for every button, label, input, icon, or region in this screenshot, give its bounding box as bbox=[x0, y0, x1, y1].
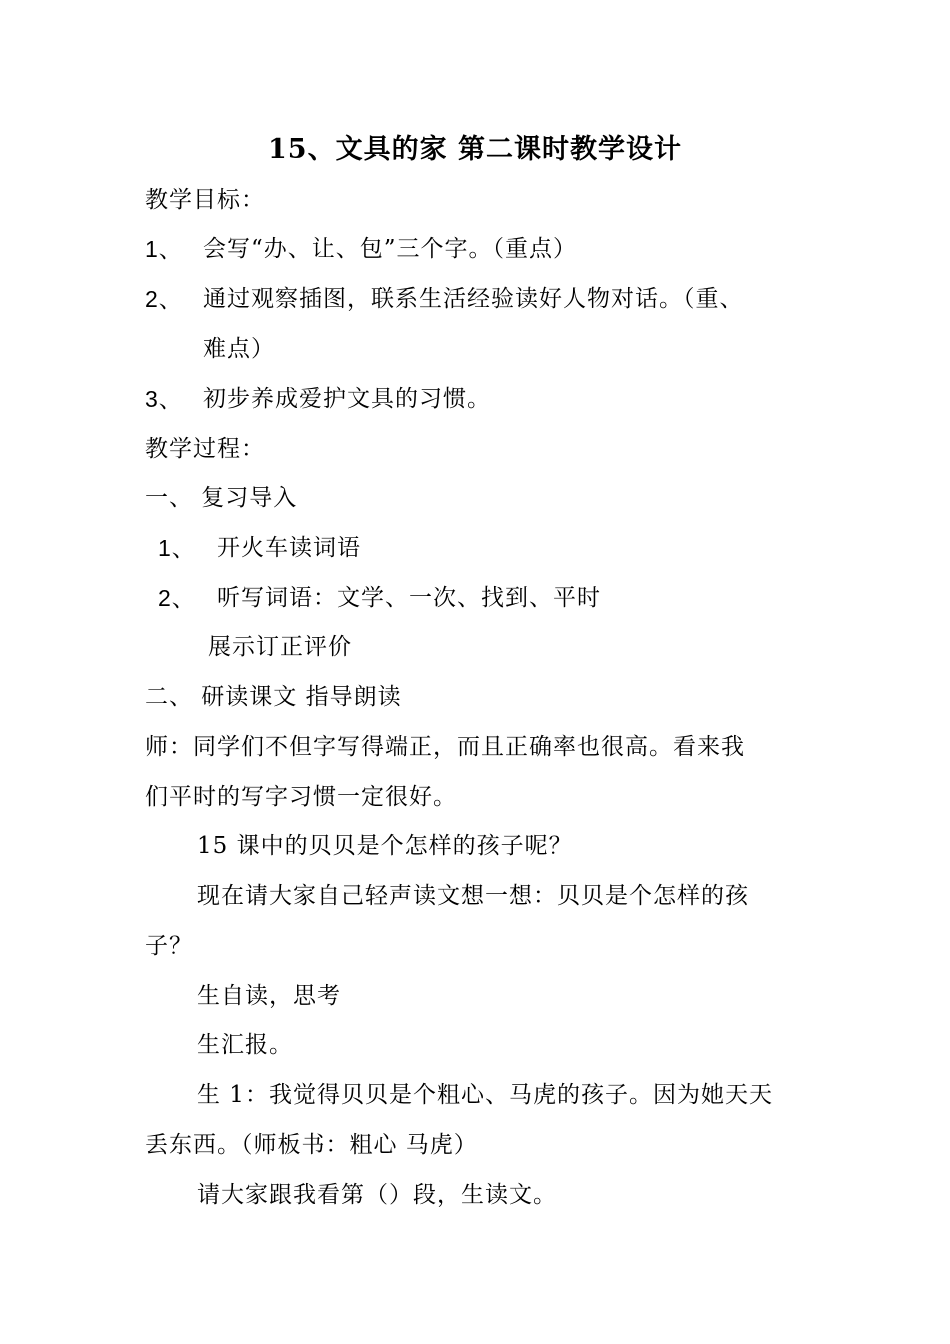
paragraph-line: 丢东西。（师板书：粗心 马虎） bbox=[145, 1132, 478, 1158]
document-title: 15、文具的家 第二课时教学设计 bbox=[268, 134, 682, 165]
paragraph-line: 生汇报。 bbox=[197, 1032, 293, 1058]
objective-2-continuation: 难点） bbox=[203, 336, 275, 362]
section-1-item-1-text: 开火车读词语 bbox=[217, 535, 361, 561]
paragraph-line: 师：同学们不但字写得端正，而且正确率也很高。看来我 bbox=[145, 734, 745, 760]
section-1-item-2-continuation: 展示订正评价 bbox=[208, 634, 352, 660]
objective-1-text: 会写“办、让、包”三个字。（重点） bbox=[203, 236, 578, 262]
paragraph-line: 现在请大家自己轻声读文想一想：贝贝是个怎样的孩 bbox=[197, 883, 749, 909]
section-2-heading: 二、 研读课文 指导朗读 bbox=[145, 684, 402, 710]
paragraph-line: 生自读，思考 bbox=[197, 983, 341, 1009]
paragraph-line: 15 课中的贝贝是个怎样的孩子呢？ bbox=[197, 833, 573, 859]
section-1-item-1-number: 1、 bbox=[158, 535, 196, 561]
paragraph-line: 子？ bbox=[145, 933, 193, 959]
objective-3-text: 初步养成爱护文具的习惯。 bbox=[203, 386, 491, 412]
objective-2-number: 2、 bbox=[145, 286, 183, 312]
objective-2-text: 通过观察插图，联系生活经验读好人物对话。（重、 bbox=[203, 286, 744, 312]
paragraph-line: 请大家跟我看第（）段，生读文。 bbox=[197, 1182, 557, 1208]
section-1-heading: 一、 复习导入 bbox=[145, 485, 298, 511]
process-heading: 教学过程： bbox=[145, 436, 265, 462]
paragraph-line: 生 1：我觉得贝贝是个粗心、马虎的孩子。因为她天天 bbox=[197, 1082, 773, 1108]
paragraph-line: 们平时的写字习惯一定很好。 bbox=[145, 784, 457, 810]
objective-3-number: 3、 bbox=[145, 386, 183, 412]
section-1-item-2-number: 2、 bbox=[158, 585, 196, 611]
section-1-item-2-text: 听写词语：文学、一次、找到、平时 bbox=[217, 585, 601, 611]
objectives-heading: 教学目标： bbox=[145, 187, 265, 213]
objective-1-number: 1、 bbox=[145, 236, 183, 262]
